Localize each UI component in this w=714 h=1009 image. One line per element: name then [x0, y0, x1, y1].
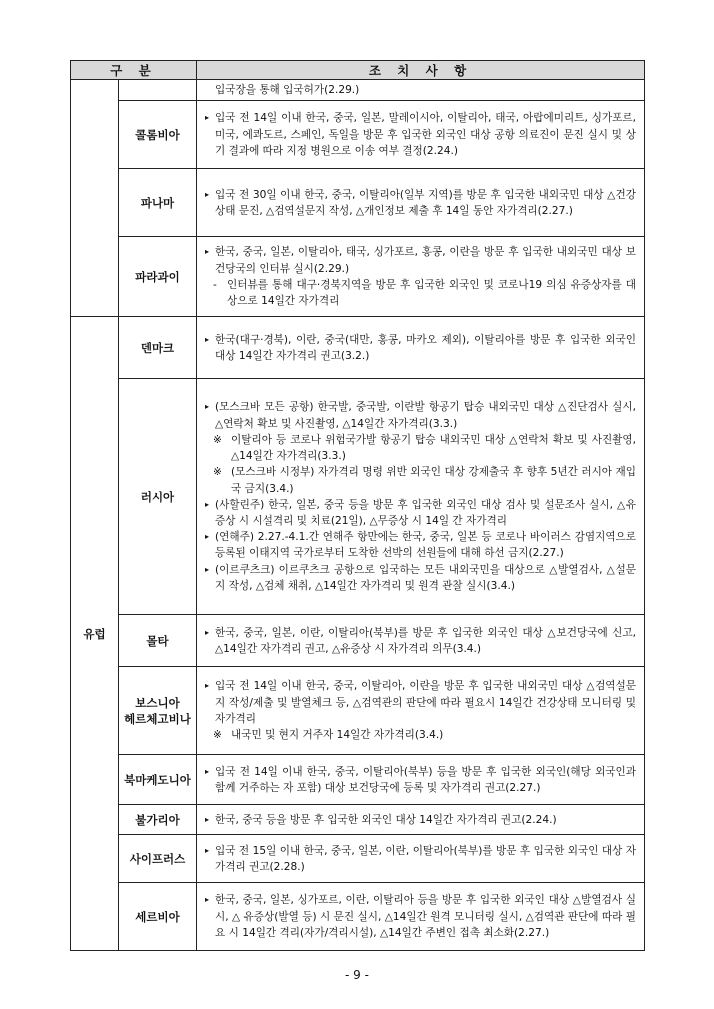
- measures-cell: [197, 237, 645, 317]
- note-marker: ※: [213, 466, 222, 479]
- measure-line: [205, 892, 636, 941]
- page-number: - 9 -: [345, 968, 369, 982]
- table-row: [71, 101, 645, 169]
- country-name: 세르비아: [119, 883, 197, 951]
- table-row: [71, 237, 645, 317]
- table-row: [71, 835, 645, 883]
- country-cell-empty: [119, 80, 197, 101]
- measure-text: (이르쿠츠크) 이르쿠츠크 공항으로 입국하는 모든 내외국민을 대상으로 △발열검사, △설문지 작성, △검체 채취, △14일간 자가격리 및 원격 관찰 실시(3.4.): [215, 563, 637, 592]
- country-name: 콜롬비아: [119, 101, 197, 169]
- measure-text: (사할린주) 한국, 일본, 중국 등을 방문 후 입국한 외국인 대상 검사 및 설문조사 실시, △유증상 시 시설격리 및 치료(21일), △무증상 시 14일 간 자가격리: [215, 498, 637, 527]
- measures-cell: [197, 101, 645, 169]
- measure-text: 입국장을 통해 입국허가(2.29.): [215, 84, 360, 96]
- measure-line: [205, 399, 636, 431]
- table-header-row: [71, 61, 645, 80]
- measures-cell: [197, 755, 645, 805]
- bullet-marker: ▸: [205, 402, 210, 412]
- bullet-marker: ▸: [205, 499, 210, 509]
- region-cell-americas: [71, 80, 119, 317]
- measure-text: 인터뷰를 통해 대구·경북지역을 방문 후 입국한 외국인 및 코로나19 의심 유증상자를 대상으로 14일간 자가격리: [227, 278, 637, 307]
- table-row: [71, 755, 645, 805]
- bullet-marker: ▸: [205, 766, 210, 776]
- measure-text: 한국, 중국, 일본, 싱가포르, 이란, 이탈리아 등을 방문 후 입국한 외국인 대상 △발열검사 실시, △ 유증상(발열 등) 시 문진 실시, △14일간 원격 모니터링 실시, △검역관 판단에 따라 필요 시 14일간 격리(자가/격리시설), △14일간 주변인 접촉 최소화(2.27.): [215, 894, 637, 939]
- measures-cell: [197, 317, 645, 379]
- country-name: 불가리아: [119, 805, 197, 835]
- table-row: [71, 615, 645, 667]
- measures-cell: [197, 805, 645, 835]
- bullet-marker: ▸: [205, 189, 210, 199]
- measure-text: 입국 전 14일 이내 한국, 중국, 이탈리아, 이란을 방문 후 입국한 내외국민 대상 △검역설문지 작성/제출 및 발열체크 등, △검역관의 판단에 따라 필요시 14일간 건강상태 모니터링 및 자가격리: [215, 680, 637, 725]
- country-name: 몰타: [119, 615, 197, 667]
- bullet-marker: ▸: [205, 681, 210, 691]
- measure-text: 입국 전 14일 이내 한국, 중국, 일본, 말레이시아, 이탈리아, 태국, 아랍에미리트, 싱가포르, 미국, 에콰도르, 스페인, 독일을 방문 후 입국한 외국인 대상 공항 의료진이 문진 실시 및 상기 결과에 따라 지정 병원으로 이송 여부 결정(2.24.): [215, 112, 637, 157]
- measures-cell: [197, 80, 645, 101]
- measure-line: [205, 497, 636, 529]
- header-category: 구 분: [71, 61, 197, 80]
- country-name: 북마케도니아: [119, 755, 197, 805]
- country-name: 사이프러스: [119, 835, 197, 883]
- measure-line: [205, 625, 636, 657]
- table-row: [71, 317, 645, 379]
- country-name: 덴마크: [119, 317, 197, 379]
- measure-line: [205, 843, 636, 875]
- country-name-line: 헤르체고비나: [124, 711, 191, 726]
- measure-line: [205, 464, 636, 496]
- measure-line: [205, 187, 636, 219]
- measure-line: [205, 764, 636, 796]
- measure-text: (연해주) 2.27.-4.1.간 연해주 항만에는 한국, 중국, 일본 등 코로나 바이러스 감염지역으로 등록된 이태지역 국가로부터 도착한 선박의 선원들에 대해 하선 금지(2.27.): [215, 531, 637, 560]
- bullet-marker: ▸: [205, 814, 210, 824]
- measure-text: (모스크바 모든 공항) 한국발, 중국발, 이란발 항공기 탑승 내외국민 대상 △진단검사 실시, △연락처 확보 및 사진촬영, △14일간 자가격리(3.3.): [215, 401, 637, 430]
- country-name-line: 보스니아: [135, 695, 180, 710]
- table-row: [71, 169, 645, 237]
- table-row: [71, 667, 645, 755]
- bullet-marker: ▸: [205, 627, 210, 637]
- measure-line: [205, 332, 636, 364]
- country-name: 파라과이: [119, 237, 197, 317]
- measure-line: [205, 529, 636, 561]
- measure-text: 한국, 중국, 일본, 이란, 이탈리아(북부)를 방문 후 입국한 외국인 대상 △보건당국에 신고, △14일간 자가격리 권고, △유증상 시 자가격리 의무(3.4.): [215, 626, 637, 655]
- table-row: [71, 883, 645, 951]
- bullet-marker: ▸: [205, 895, 210, 905]
- table-row: [71, 805, 645, 835]
- country-name: 러시아: [119, 379, 197, 615]
- region-name: 유럽: [71, 317, 119, 951]
- measures-cell: [197, 883, 645, 951]
- bullet-marker: ▸: [205, 532, 210, 542]
- measure-line: [205, 678, 636, 727]
- measure-line: [205, 432, 636, 464]
- measures-cell: [197, 615, 645, 667]
- header-measures: 조 치 사 항: [197, 61, 645, 80]
- country-name: 파나마: [119, 169, 197, 237]
- measure-line: [205, 110, 636, 159]
- measure-text: (모스크바 시정부) 자가격리 명령 위반 외국인 대상 강제출국 후 향후 5년간 러시아 재입국 금지(3.4.): [231, 466, 637, 495]
- measure-text: 입국 전 15일 이내 한국, 중국, 일본, 이란, 이탈리아(북부)를 방문 후 입국한 외국인 대상 자가격리 권고(2.28.): [215, 844, 637, 873]
- measure-line: [205, 244, 636, 276]
- country-name-multiline: [119, 667, 197, 755]
- table-row: [71, 379, 645, 615]
- measure-text: 한국, 중국 등을 방문 후 입국한 외국인 대상 14일간 자가격리 권고(2.24.): [215, 813, 557, 826]
- measure-line: [205, 727, 636, 743]
- note-marker: ※: [213, 728, 222, 741]
- measure-text: 한국, 중국, 일본, 이탈리아, 태국, 싱가포르, 홍콩, 이란을 방문 후 입국한 내외국민 대상 보건당국의 인터뷰 실시(2.29.): [215, 246, 637, 275]
- measures-cell: [197, 667, 645, 755]
- bullet-marker: ▸: [205, 845, 210, 855]
- measure-text: 내국민 및 현지 거주자 14일간 자가격리(3.4.): [231, 728, 444, 741]
- measure-text: 이탈리아 등 코로나 위험국가발 항공기 탑승 내외국민 대상 △연락처 확보 및 사진촬영, △14일간 자가격리(3.3.): [231, 433, 637, 463]
- measures-cell: [197, 835, 645, 883]
- bullet-marker: ▸: [205, 334, 210, 344]
- measure-line: [205, 812, 636, 828]
- measure-line: [205, 562, 636, 594]
- measure-text: 입국 전 30일 이내 한국, 중국, 이탈리아(일부 지역)를 방문 후 입국한 내외국민 대상 △건강상태 문진, △검역설문지 작성, △개인정보 제출 후 14일 동안 자가격리(2.27.): [215, 188, 637, 217]
- bullet-marker: ▸: [205, 247, 210, 257]
- measures-cell: [197, 379, 645, 615]
- bullet-marker: ▸: [205, 564, 210, 574]
- measure-line: [205, 277, 636, 309]
- measures-cell: [197, 169, 645, 237]
- measure-text: 한국(대구·경북), 이란, 중국(대만, 홍콩, 마카오 제외), 이탈리아를 방문 후 입국한 외국인 대상 14일간 자가격리 권고(3.2.): [215, 333, 637, 362]
- dash-marker: -: [213, 278, 217, 291]
- table-row: [71, 80, 645, 101]
- measures-table: [70, 60, 645, 951]
- measure-text: 입국 전 14일 이내 한국, 중국, 이탈리아(북부) 등을 방문 후 입국한 외국인(해당 외국인과 함께 거주하는 자 포함) 대상 보건당국에 등록 및 자가격리 권고(2.27.): [215, 765, 637, 794]
- bullet-marker: ▸: [205, 113, 210, 123]
- note-marker: ※: [213, 433, 222, 446]
